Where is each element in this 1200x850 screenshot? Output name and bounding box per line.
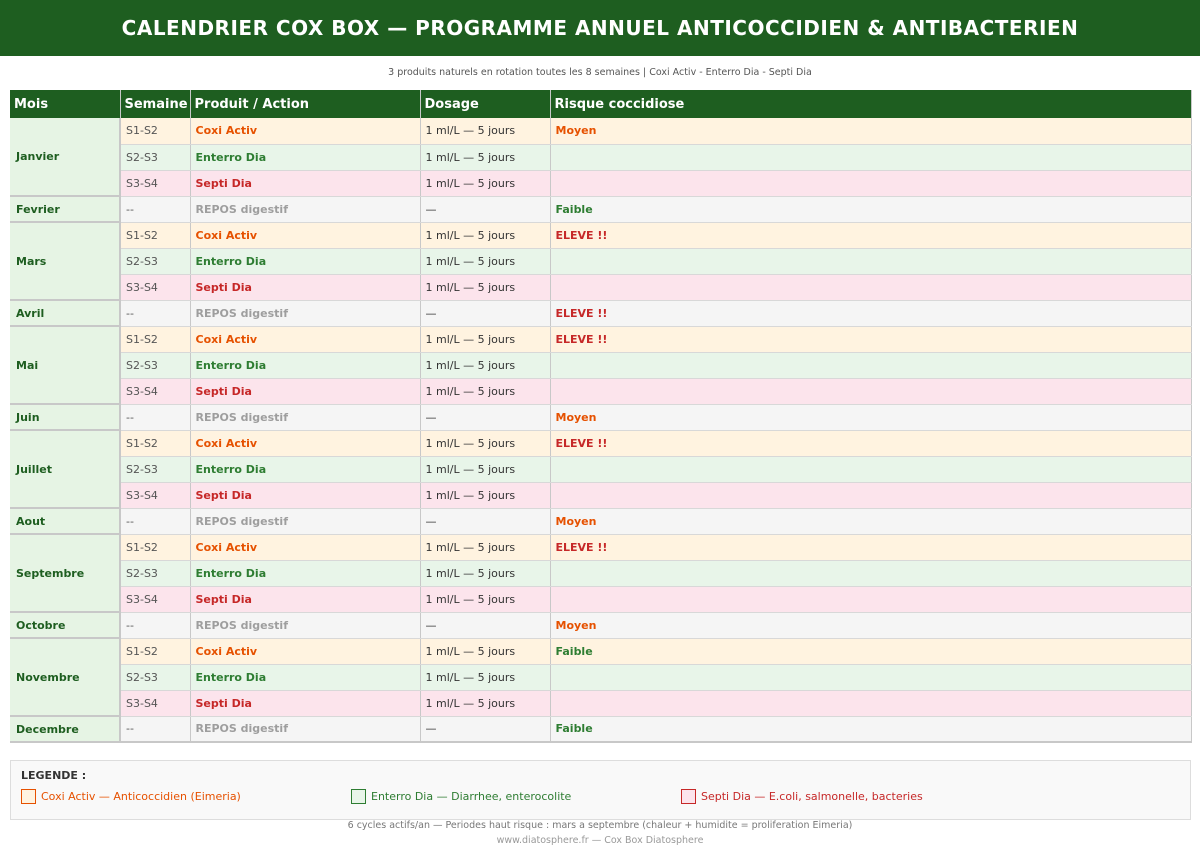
week-cell: S2-S3	[120, 144, 190, 170]
table-row	[10, 274, 1191, 300]
month-cell: Decembre	[10, 716, 120, 742]
table-row	[10, 118, 1191, 144]
product-cell: REPOS digestif	[190, 196, 420, 222]
dosage-cell: 1 ml/L — 5 jours	[420, 274, 550, 300]
week-cell: S3-S4	[120, 482, 190, 508]
legend-label-enterro: Enterro Dia — Diarrhee, enterocolite	[371, 790, 572, 803]
table-body	[10, 118, 1191, 742]
dosage-cell: 1 ml/L — 5 jours	[420, 586, 550, 612]
risk-cell: Faible	[550, 196, 1191, 222]
product-cell: REPOS digestif	[190, 612, 420, 638]
table-row	[10, 560, 1191, 586]
week-cell: S2-S3	[120, 456, 190, 482]
table-row	[10, 248, 1191, 274]
table-row	[10, 170, 1191, 196]
product-cell: Coxi Activ	[190, 430, 420, 456]
product-cell: Septi Dia	[190, 690, 420, 716]
legend-label-septi: Septi Dia — E.coli, salmonelle, bacteries	[701, 790, 923, 803]
footer-note: 6 cycles actifs/an — Periodes haut risque : mars a septembre (chaleur + humidite = proliferation Eimeria)	[347, 820, 853, 831]
week-cell: --	[120, 508, 190, 534]
dosage-cell: 1 ml/L — 5 jours	[420, 482, 550, 508]
risk-cell	[550, 456, 1191, 482]
week-cell: --	[120, 612, 190, 638]
legend-item-coxi	[21, 789, 241, 804]
risk-cell	[550, 352, 1191, 378]
dosage-cell: 1 ml/L — 5 jours	[420, 430, 550, 456]
product-cell: Septi Dia	[190, 482, 420, 508]
table-row	[10, 300, 1191, 326]
enterro-swatch-icon	[351, 789, 366, 804]
dosage-cell: 1 ml/L — 5 jours	[420, 560, 550, 586]
product-cell: REPOS digestif	[190, 404, 420, 430]
week-cell: S1-S2	[120, 430, 190, 456]
product-cell: Enterro Dia	[190, 664, 420, 690]
table-row	[10, 638, 1191, 664]
dosage-cell: 1 ml/L — 5 jours	[420, 170, 550, 196]
week-cell: S3-S4	[120, 170, 190, 196]
week-cell: --	[120, 300, 190, 326]
product-cell: Enterro Dia	[190, 456, 420, 482]
table-row	[10, 612, 1191, 638]
week-cell: --	[120, 404, 190, 430]
month-cell: Septembre	[10, 534, 120, 612]
table-row	[10, 430, 1191, 456]
month-cell: Mars	[10, 222, 120, 300]
risk-cell	[550, 690, 1191, 716]
table-row	[10, 326, 1191, 352]
dosage-cell: 1 ml/L — 5 jours	[420, 352, 550, 378]
legend-box	[10, 760, 1191, 820]
week-cell: S2-S3	[120, 248, 190, 274]
product-cell: Coxi Activ	[190, 222, 420, 248]
product-cell: REPOS digestif	[190, 716, 420, 742]
product-cell: Coxi Activ	[190, 118, 420, 144]
week-cell: S3-S4	[120, 586, 190, 612]
week-cell: S1-S2	[120, 222, 190, 248]
dosage-cell: 1 ml/L — 5 jours	[420, 144, 550, 170]
dosage-cell: 1 ml/L — 5 jours	[420, 638, 550, 664]
week-cell: --	[120, 716, 190, 742]
table-row	[10, 716, 1191, 742]
dosage-cell: —	[420, 508, 550, 534]
product-cell: Septi Dia	[190, 274, 420, 300]
page-title: CALENDRIER COX BOX — PROGRAMME ANNUEL ANTICOCCIDIEN & ANTIBACTERIEN	[0, 0, 1200, 56]
header-semaine: Semaine	[120, 90, 190, 118]
header-produit: Produit / Action	[190, 90, 420, 118]
dosage-cell: —	[420, 404, 550, 430]
dosage-cell: 1 ml/L — 5 jours	[420, 326, 550, 352]
risk-cell	[550, 482, 1191, 508]
calendar-table	[10, 90, 1192, 743]
week-cell: S3-S4	[120, 690, 190, 716]
product-cell: Coxi Activ	[190, 534, 420, 560]
risk-cell: Faible	[550, 638, 1191, 664]
page-subtitle: 3 produits naturels en rotation toutes les 8 semaines | Coxi Activ - Enterro Dia - Septi Dia	[388, 67, 812, 78]
table-row	[10, 352, 1191, 378]
month-cell: Octobre	[10, 612, 120, 638]
risk-cell: ELEVE !!	[550, 222, 1191, 248]
month-cell: Fevrier	[10, 196, 120, 222]
product-cell: Septi Dia	[190, 170, 420, 196]
table-row	[10, 144, 1191, 170]
risk-cell: Moyen	[550, 118, 1191, 144]
risk-cell	[550, 560, 1191, 586]
dosage-cell: —	[420, 612, 550, 638]
legend-item-enterro	[351, 789, 571, 804]
risk-cell: Moyen	[550, 404, 1191, 430]
table-row	[10, 456, 1191, 482]
header-row	[10, 90, 1191, 118]
dosage-cell: 1 ml/L — 5 jours	[420, 690, 550, 716]
risk-cell	[550, 274, 1191, 300]
risk-cell	[550, 144, 1191, 170]
dosage-cell: 1 ml/L — 5 jours	[420, 378, 550, 404]
header-risque: Risque coccidiose	[550, 90, 1191, 118]
table-row	[10, 664, 1191, 690]
header-mois: Mois	[10, 90, 120, 118]
legend-label-coxi: Coxi Activ — Anticoccidien (Eimeria)	[41, 790, 241, 803]
product-cell: Enterro Dia	[190, 144, 420, 170]
header-dosage: Dosage	[420, 90, 550, 118]
dosage-cell: 1 ml/L — 5 jours	[420, 456, 550, 482]
risk-cell	[550, 378, 1191, 404]
table-row	[10, 508, 1191, 534]
product-cell: REPOS digestif	[190, 300, 420, 326]
month-cell: Juin	[10, 404, 120, 430]
risk-cell	[550, 664, 1191, 690]
product-cell: REPOS digestif	[190, 508, 420, 534]
week-cell: S1-S2	[120, 326, 190, 352]
septi-swatch-icon	[681, 789, 696, 804]
product-cell: Septi Dia	[190, 378, 420, 404]
week-cell: S3-S4	[120, 378, 190, 404]
month-cell: Avril	[10, 300, 120, 326]
product-cell: Coxi Activ	[190, 326, 420, 352]
table-header	[10, 90, 1191, 118]
risk-cell	[550, 586, 1191, 612]
week-cell: S1-S2	[120, 638, 190, 664]
week-cell: --	[120, 196, 190, 222]
dosage-cell: —	[420, 196, 550, 222]
dosage-cell: 1 ml/L — 5 jours	[420, 664, 550, 690]
week-cell: S1-S2	[120, 534, 190, 560]
dosage-cell: —	[420, 300, 550, 326]
risk-cell: ELEVE !!	[550, 300, 1191, 326]
week-cell: S1-S2	[120, 118, 190, 144]
week-cell: S2-S3	[120, 664, 190, 690]
table-row	[10, 404, 1191, 430]
legend-item-septi	[681, 789, 923, 804]
risk-cell: Moyen	[550, 612, 1191, 638]
dosage-cell: 1 ml/L — 5 jours	[420, 118, 550, 144]
risk-cell	[550, 170, 1191, 196]
table-row	[10, 534, 1191, 560]
table-row	[10, 482, 1191, 508]
product-cell: Enterro Dia	[190, 248, 420, 274]
legend-title: LEGENDE :	[21, 769, 87, 782]
product-cell: Enterro Dia	[190, 560, 420, 586]
month-cell: Aout	[10, 508, 120, 534]
risk-cell: ELEVE !!	[550, 534, 1191, 560]
month-cell: Janvier	[10, 118, 120, 196]
product-cell: Coxi Activ	[190, 638, 420, 664]
product-cell: Enterro Dia	[190, 352, 420, 378]
dosage-cell: —	[420, 716, 550, 742]
month-cell: Novembre	[10, 638, 120, 716]
product-cell: Septi Dia	[190, 586, 420, 612]
month-cell: Juillet	[10, 430, 120, 508]
dosage-cell: 1 ml/L — 5 jours	[420, 248, 550, 274]
table-row	[10, 586, 1191, 612]
dosage-cell: 1 ml/L — 5 jours	[420, 534, 550, 560]
table-row	[10, 378, 1191, 404]
coxi-swatch-icon	[21, 789, 36, 804]
table-row	[10, 690, 1191, 716]
footer-site: www.diatosphere.fr — Cox Box Diatosphere	[496, 835, 704, 846]
week-cell: S2-S3	[120, 560, 190, 586]
table-row	[10, 196, 1191, 222]
table-row	[10, 222, 1191, 248]
month-cell: Mai	[10, 326, 120, 404]
risk-cell: ELEVE !!	[550, 430, 1191, 456]
risk-cell: Faible	[550, 716, 1191, 742]
risk-cell	[550, 248, 1191, 274]
week-cell: S2-S3	[120, 352, 190, 378]
risk-cell: Moyen	[550, 508, 1191, 534]
dosage-cell: 1 ml/L — 5 jours	[420, 222, 550, 248]
week-cell: S3-S4	[120, 274, 190, 300]
risk-cell: ELEVE !!	[550, 326, 1191, 352]
